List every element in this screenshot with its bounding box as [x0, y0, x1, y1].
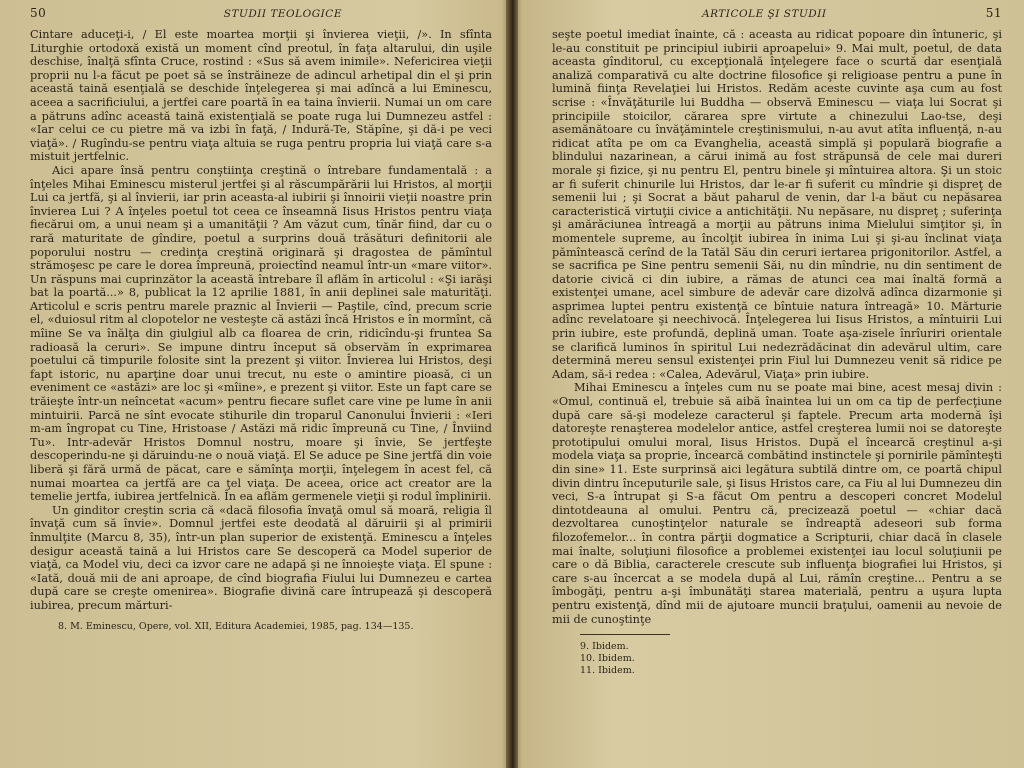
right-running-head [552, 6, 1002, 28]
footnote-rule [580, 634, 670, 635]
footnote: 8. M. Eminescu, Opere, vol. XII, Editura Academiei, 1985, pag. 134—135. [58, 620, 414, 632]
left-paragraph: Aici apare însă pentru conştiinţa creştină o întrebare fundamentală : a înţeles Mihai Eminescu misterul jertfei şi al răscumpărării lui Hristos, al morţii Lui ca jertfă, şi al învierii, iar prin aceasta-al iubirii şi înnoirii vieţii noastre prin învierea Lui ? A înţeles poetul tot ceea ce înseamnă Iisus Hristos pentru viaţa fiecărui om, a unui neam şi a umanităţii ? Am văzut cum, tînăr fiind, dar cu o rară maturitate de gîndire, poetul a surprins două trăsături definitorii ale poporului nostru — credinţa creştină originară şi dragostea de pămîntul strămoşesc pe care le dorea împreună, proiectînd neamul într-un «mare viitor». Un răspuns mai cuprinzător la această întrebare îl aflăm în articolul : «Şi iarăşi bat la poartă...» 8, publicat la 12 aprilie 1881, în anii deplinei sale maturităţi. Articolul e scris pentru marele praznic al Învierii — Paştile, cînd, precum scrie el, «duiosul ritm al clopotelor ne vesteşte că astăzi încă Hristos e în mormînt, că mîine Se va înălţa din giulgiul alb ca floarea de crin, ridicîndu-şi fruntea Sa radioasă la ceruri». Se impune dintru început să observăm în exprimarea poetului că timpurile folosite sint la prezent şi viitor. Învierea lui Hristos, deşi fapt istoric, nu aparţine doar unui trecut, nu este o amintire pioasă, ci un eveniment ce «astăzi» are loc şi «mîine», e prezent şi viitor. Este un fapt care se trăieşte într-un neîncetat «acum» pentru fiecare suflet care vine pe lume în anii mintuirii. Parcă ne sînt evocate stihurile din troparul Canonului Învierii : «Ieri m-am îngropat cu Tine, Hristoase / Astăzi mă ridic împreună cu Tine, / Înviind Tu». Intr-adevăr Hristos Domnul nostru, moare şi învie, Se jertfeşte descoperindu-ne şi dăruindu-ne o nouă viaţă. El Se aduce pe Sine jertfă din voie liberă şi fără urmă de păcat, care e sămînţa morţii, înţelegem în acest fel, că numai moartea ca jertfă are ca ţel viaţa. De aceea, orice act creator are la temelie jertfa, iubirea jertfelnică. În ea aflăm germenele vieţii şi rodul împlinirii. [30, 163, 492, 504]
footnote: 10. Ibidem. [580, 653, 635, 665]
right-paragraph: Mihai Eminescu a înţeles cum nu se poate mai bine, acest mesaj divin : «Omul, continuă el, trebuie să aibă înaintea lui un om ca tip de perfecţiune după care să-şi modeleze caracterul şi faptele. Precum arta modernă îşi datoreşte renaşterea modelelor antice, astfel creşterea lumii noi se datoreşte prototipului omului moral, Iisus Hristos. După el încearcă creştinul a-şi modela viaţa sa proprie, încearcă combătind instinctele şi pornirile pămînteşti din sine» 11. Este surprinsă aici legătura subtilă dintre om, ce poartă chipul divin dintru începuturile sale, şi Iisus Hristos care, ca Fiu al lui Dumnezeu din veci, S-a întrupat şi S-a făcut Om pentru a descoperi concret Modelul dintotdeauna al omului. Pentru că, precizează poetul — «chiar dacă dezvoltarea cunoştinţelor naturale se îndreaptă adeseori sub forma filozofemelor... în contra părţii dogmatice a Scripturii, chiar dacă în clasele mai înalte, soluţiuni filosofice a problemei existenţei iau locul soluţiunii pe care o dă Biblia, caracterele crescute sub influenţa biografiei lui Hristos, şi care s-au încercat a se modela după al Lui, rămîn creştine... Pentru a se îmbogăţi, pentru a-şi îmbunătăţi starea materială, pentru a uşura lupta pentru existenţă, dînd mii de ajutoare muncii braţului, oamenii au nevoie de mii de cunoştinţe [552, 381, 1002, 626]
left-running-title: STUDII TEOLOGICE [223, 8, 342, 20]
footnote: 9. Ibidem. [580, 641, 629, 653]
left-footnotes [30, 621, 492, 633]
right-paragraph: seşte poetul imediat înainte, că : aceasta au ridicat popoare din întuneric, şi le-au constituit pe principiul iubirii aproapelui» 9. Mai mult, poetul, de data aceasta gînditorul, cu excepţională înţelegere face o scurtă dar esenţială analiză comparativă cu alte doctrine filosofice şi religioase pentru a pune în lumină fiinţa Revelaţiei lui Hristos. Redăm aceste cuvinte aşa cum au fost scrise : «Învăţăturile lui Buddha — observă Eminescu — viaţa lui Socrat şi principiile stoicilor, cărarea spre virtute a chinezului Lao-tse, deşi asemănătoare cu învăţămintele creştinismului, n-au avut atîta influenţă, n-au ridicat atîta pe om ca Evanghelia, această simplă şi populară biografie a blindului nazarinean, a cărui inimă au fost străpunsă de cele mai dureri morale şi fizice, şi nu pentru El, pentru binele şi mîntuirea altora. Şi un stoic ar fi suferit chinurile lui Hristos, dar le-ar fi suferit cu mîndrie şi dispreţ de semenii lui ; şi Socrat a băut paharul de venin, dar l-a băut cu nepăsarea caracteristică virtuţii civice a antichităţii. Nu nepăsare, nu dispreţ ; suferinţa şi amărăciunea întreagă a morţii au pătruns inima Mielului simţitor şi, în momentele supreme, au încolţit iubirea în inima Lui şi şi-au înclinat viaţa pămîntească cerînd de la Tatăl Său din ceruri iertarea prigonitorilor. Astfel, a se sacrifica pe Sine pentru semenii Săi, nu din mîndrie, nu din sentiment de datorie civică ci din iubire, a rămas de atunci cea mai înaltă formă a existenţei umane, acel simbure de adevăr care dizolvă adînca dizarmonie şi asprimea luptei pentru existenţă ce bîntuie natura întreagă» 10. Mărturie adînc revelatoare şi neechivocă. Înţelegerea lui Iisus Hristos, a mîntuirii Lui prin iubire, este profundă, deplină uman. Toate aşa-zisele înrîuriri orientale se clarifică luminos în spiritul Lui nedezrădăcinat din adevărul ultim, care determină mereu sensul existenţei prin Fiul lui Dumnezeu venit să ridice pe Adam, să-i redea : «Calea, Adevărul, Viaţa» prin iubire. [552, 28, 1002, 381]
right-body-text [552, 28, 1002, 626]
right-page [516, 0, 1024, 768]
left-running-head [30, 6, 492, 28]
right-footnotes [552, 634, 1002, 677]
footnote: 11. Ibidem. [580, 665, 635, 677]
right-running-title: ARTICOLE ŞI STUDII [702, 8, 827, 20]
left-page-number: 50 [30, 6, 47, 20]
left-paragraph: Un ginditor creştin scria că «dacă filosofia învaţă omul să moară, religia îl învaţă cum să învie». Domnul jertfei este deodată al dăruirii şi al primirii înmulţite (Marcu 8, 35), într-un plan superior de existenţă. Eminescu a înţeles desigur această taină a lui Hristos care Se descoperă ca Model superior de viaţă, ca Model viu, deci ca izvor care ne adapă şi ne înnoieşte viaţa. El spune : «Iată, două mii de ani aproape, de cînd biografia Fiului lui Dumnezeu e cartea după care se creşte omenirea». Biografie divină care întrupează şi descoperă iubirea, precum mărturi- [30, 503, 492, 612]
left-paragraph: Cintare aduceţi-i, / El este moartea morţii şi învierea vieţii, /». In sfînta Liturghie ortodoxă există un moment cînd preotul, în faţa altarului, din uşile deschise, înalţă sfînta Cruce, rostind : «Sus să avem inimile». Nefericirea vieţii proprii nu l-a făcut pe poet să se înstrăineze de adincul arhetipal din el şi prin această taină esenţială se deschide înţelegerea şi mai adîncă a lui Eminescu, aceea a sacrificiului, a jertfei care poartă în ea taina învierii. Numai un om care a pătruns adînc această taină existenţială se poate ruga lui Dumnezeu astfel : «Iar celui ce cu pietre mă va izbi în faţă, / Indură-Te, Stăpîne, şi dă-i pe veci viaţă». / Rugîndu-se pentru viaţa altuia se ruga pentru propria lui viaţă care s-a mistuit jertfelnic. [30, 28, 492, 164]
left-body-text [30, 28, 492, 613]
left-page [0, 0, 508, 768]
right-page-number: 51 [985, 6, 1002, 20]
